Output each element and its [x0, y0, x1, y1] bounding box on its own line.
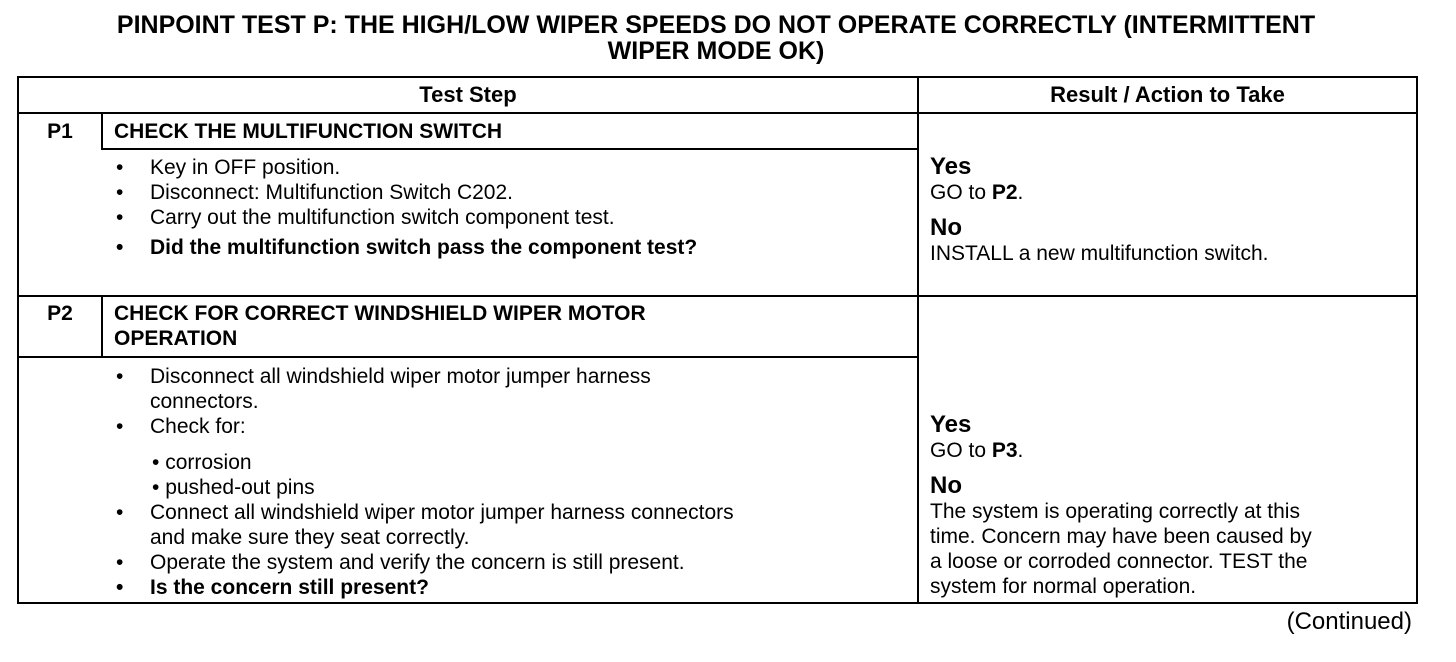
- p2-sub-2: • pushed-out pins: [152, 476, 315, 499]
- p2-no-action: The system is operating correctly at this time. Concern may have been caused by a loose or corroded connector. TEST the system for normal operation.: [930, 500, 1312, 598]
- p1-title-divider: [101, 148, 917, 150]
- header-result: Result / Action to Take: [1050, 82, 1285, 107]
- p1-step-2: • Disconnect: Multifunction Switch C202.: [116, 181, 513, 204]
- p2-step-3: • Connect all windshield wiper motor jumper harness connectors: [116, 501, 734, 524]
- p2-step-2: • Check for:: [116, 415, 246, 438]
- p1-no-action: INSTALL a new multifunction switch.: [930, 242, 1269, 265]
- step-title-p2: CHECK FOR CORRECT WINDSHIELD WIPER MOTOR OPERATION: [114, 302, 646, 350]
- p1-yes-label: Yes: [930, 153, 972, 180]
- step-id-p1: P1: [47, 120, 73, 143]
- p1-step-3: • Carry out the multifunction switch component test.: [116, 206, 615, 229]
- pinpoint-test-table: [17, 76, 1418, 604]
- title-line-1: PINPOINT TEST P: THE HIGH/LOW WIPER SPEEDS DO NOT OPERATE CORRECTLY (INTERMITTENT: [116, 11, 1316, 39]
- step-title-p1: CHECK THE MULTIFUNCTION SWITCH: [114, 120, 503, 143]
- p2-step-5: • Is the concern still present?: [116, 576, 429, 599]
- p2-yes-action: GO to P3.: [930, 439, 1024, 462]
- header-divider: [19, 112, 1416, 114]
- title-line-2: WIPER MODE OK): [607, 37, 825, 65]
- p2-sub-1: • corrosion: [152, 451, 252, 474]
- p2-title-divider: [19, 356, 917, 358]
- p1-row-divider: [19, 295, 1416, 297]
- step-id-divider-p1: [101, 114, 103, 150]
- step-id-divider-p2: [101, 296, 103, 358]
- p2-step-1-cont: connectors.: [150, 390, 259, 413]
- step-id-p2: P2: [47, 302, 73, 325]
- p1-yes-action: GO to P2.: [930, 181, 1024, 204]
- p2-step-1: • Disconnect all windshield wiper motor jumper harness: [116, 365, 651, 388]
- p2-step-3-cont: and make sure they seat correctly.: [150, 526, 470, 549]
- continued-label: (Continued): [1286, 608, 1412, 635]
- page-title: [0, 12, 1432, 64]
- column-divider: [917, 78, 919, 602]
- p1-step-4: • Did the multifunction switch pass the component test?: [116, 236, 698, 259]
- p1-step-1: • Key in OFF position.: [116, 156, 341, 179]
- header-test-step: Test Step: [419, 82, 517, 107]
- p2-yes-label: Yes: [930, 411, 972, 438]
- p2-no-label: No: [930, 472, 962, 499]
- p1-no-label: No: [930, 214, 962, 241]
- p2-step-4: • Operate the system and verify the concern is still present.: [116, 551, 685, 574]
